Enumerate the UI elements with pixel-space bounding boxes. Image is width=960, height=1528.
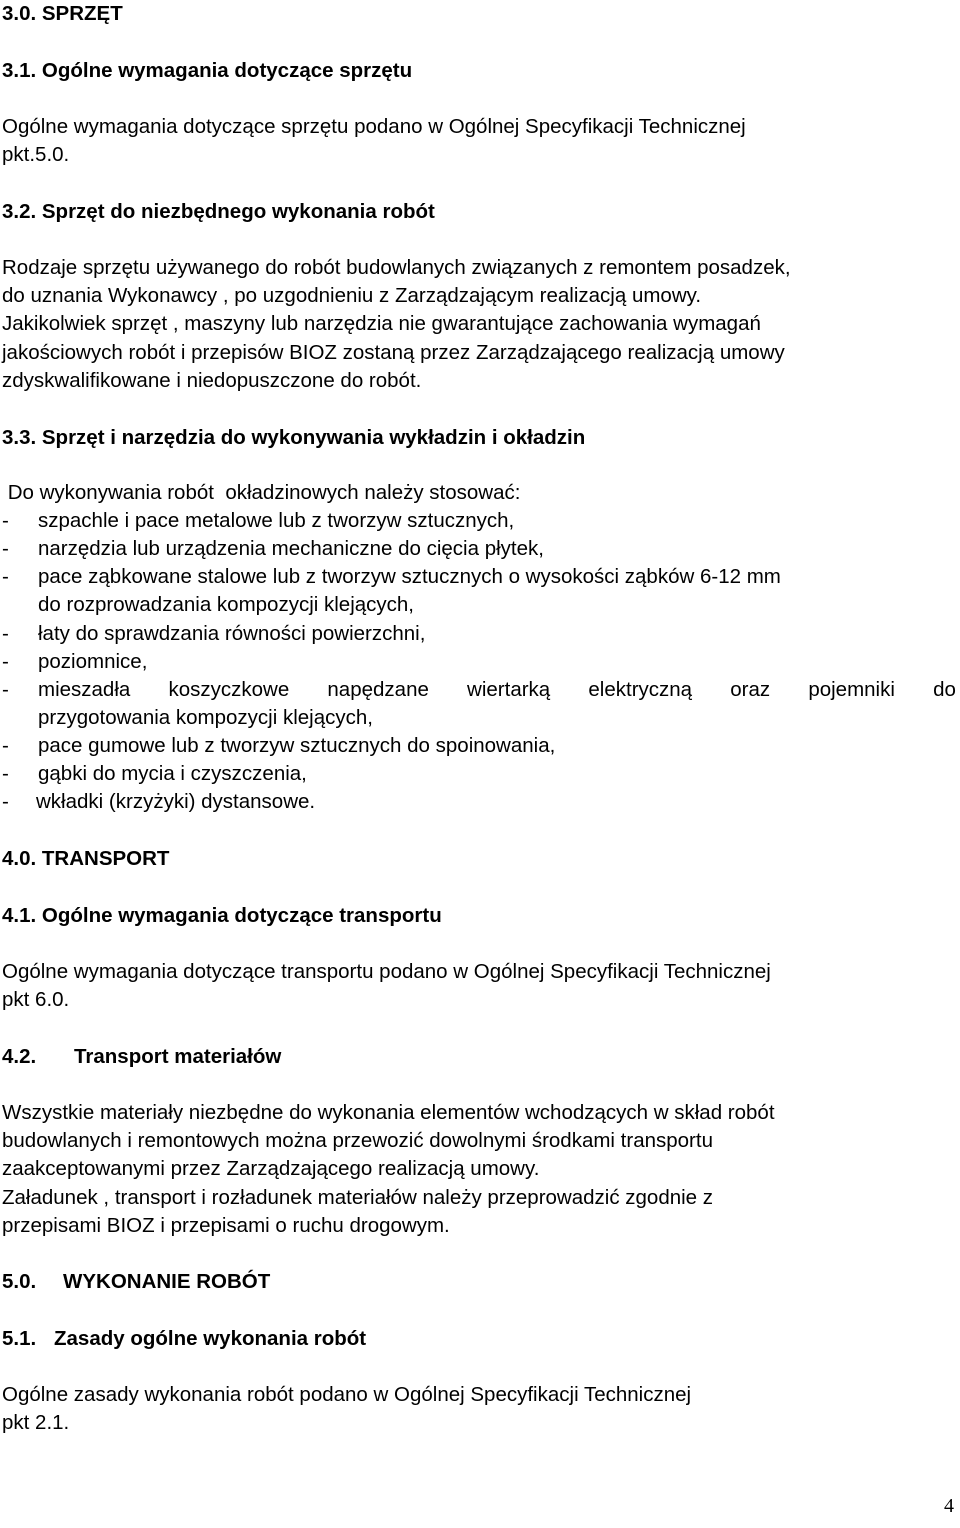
list-dash: - bbox=[2, 622, 9, 645]
text-line: pkt 2.1. bbox=[2, 1411, 70, 1435]
text-line: zaakceptowanymi przez Zarządzającego realizacją umowy. bbox=[2, 1157, 540, 1181]
paragraph-3-1 bbox=[2, 113, 746, 169]
list-dash: - bbox=[2, 650, 9, 673]
heading-5-1 bbox=[2, 1325, 366, 1353]
text-line: przepisami BIOZ i przepisami o ruchu drogowym. bbox=[2, 1213, 450, 1237]
heading-title: WYKONANIE ROBÓT bbox=[63, 1270, 271, 1293]
text-line: Wszystkie materiały niezbędne do wykonania elementów wchodzących w skład robót bbox=[2, 1101, 775, 1124]
text-line: pkt.5.0. bbox=[2, 143, 70, 167]
list-item-text: narzędzia lub urządzenia mechaniczne do cięcia płytek, bbox=[38, 537, 544, 560]
heading-4-2 bbox=[2, 1043, 281, 1071]
word: wiertarką bbox=[467, 678, 551, 701]
word: elektryczną bbox=[588, 678, 693, 701]
word: mieszadła bbox=[38, 678, 131, 701]
list-item-continuation: przygotowania kompozycji klejących, bbox=[38, 706, 373, 729]
list-item bbox=[2, 563, 781, 591]
list-item-text-justified bbox=[38, 676, 956, 704]
heading-number: 5.1. bbox=[2, 1327, 37, 1350]
list-item bbox=[2, 535, 544, 563]
list-dash: - bbox=[2, 678, 9, 701]
list-item bbox=[2, 620, 425, 648]
text-line: Ogólne zasady wykonania robót podano w Ogólnej Specyfikacji Technicznej bbox=[2, 1383, 692, 1406]
list-dash: - bbox=[2, 509, 9, 532]
text-line: Ogólne wymagania dotyczące transportu podano w Ogólnej Specyfikacji Technicznej bbox=[2, 960, 771, 983]
paragraph-5-1 bbox=[2, 1381, 691, 1437]
page-number: 4 bbox=[944, 1495, 954, 1517]
list-item-text: pace ząbkowane stalowe lub z tworzyw sztucznych o wysokości ząbków 6-12 mm bbox=[38, 565, 781, 588]
text-line: budowlanych i remontowych można przewozić dowolnymi środkami transportu bbox=[2, 1129, 713, 1153]
list-item bbox=[2, 648, 147, 676]
text-line: pkt 6.0. bbox=[2, 988, 70, 1012]
list-item bbox=[2, 507, 514, 535]
text-line: zdyskwalifikowane i niedopuszczone do robót. bbox=[2, 368, 422, 392]
heading-title: Zasady ogólne wykonania robót bbox=[54, 1327, 367, 1350]
text-line: jakościowych robót i przepisów BIOZ zostaną przez Zarządzającego realizacją umowy bbox=[2, 340, 785, 364]
word: koszyczkowe bbox=[168, 678, 290, 701]
paragraph-4-2 bbox=[2, 1099, 775, 1240]
list-item bbox=[2, 676, 38, 704]
list-item-text: poziomnice, bbox=[38, 650, 148, 673]
heading-4-0: 4.0. TRANSPORT bbox=[2, 847, 170, 870]
list-item-text: szpachle i pace metalowe lub z tworzyw sztucznych, bbox=[38, 509, 515, 532]
text-line: Ogólne wymagania dotyczące sprzętu podano w Ogólnej Specyfikacji Technicznej bbox=[2, 115, 746, 138]
list-item bbox=[2, 760, 307, 788]
heading-3-1: 3.1. Ogólne wymagania dotyczące sprzętu bbox=[2, 59, 413, 82]
list-intro: Do wykonywania robót okładzinowych należy stosować: bbox=[2, 481, 521, 504]
list-item-continuation: do rozprowadzania kompozycji klejących, bbox=[38, 593, 415, 616]
list-dash: - bbox=[2, 537, 9, 560]
text-line: do uznania Wykonawcy , po uzgodnieniu z Zarządzającym realizacją umowy. bbox=[2, 284, 702, 308]
heading-3-0: 3.0. SPRZĘT bbox=[2, 2, 123, 25]
heading-3-2: 3.2. Sprzęt do niezbędnego wykonania robót bbox=[2, 200, 435, 223]
list-item-text: pace gumowe lub z tworzyw sztucznych do spoinowania, bbox=[38, 734, 556, 757]
list-item-text: łaty do sprawdzania równości powierzchni, bbox=[38, 622, 426, 645]
list-item-text: wkładki (krzyżyki) dystansowe. bbox=[36, 790, 316, 813]
list-item bbox=[2, 732, 555, 760]
word: oraz bbox=[730, 678, 771, 701]
word: pojemniki bbox=[808, 678, 895, 701]
heading-title: Transport materiałów bbox=[74, 1045, 282, 1068]
list-dash: - bbox=[2, 734, 9, 757]
text-line: Załadunek , transport i rozładunek materiałów należy przeprowadzić zgodnie z bbox=[2, 1185, 714, 1209]
heading-number: 4.2. bbox=[2, 1045, 37, 1068]
word: do bbox=[933, 678, 956, 701]
list-item-text: gąbki do mycia i czyszczenia, bbox=[38, 762, 307, 785]
heading-3-3: 3.3. Sprzęt i narzędzia do wykonywania wykładzin i okładzin bbox=[2, 426, 586, 449]
list-dash: - bbox=[2, 790, 9, 813]
paragraph-3-2 bbox=[2, 254, 791, 395]
list-item bbox=[2, 788, 315, 816]
paragraph-4-1 bbox=[2, 958, 771, 1014]
text-line: Jakikolwiek sprzęt , maszyny lub narzędzia nie gwarantujące zachowania wymagań bbox=[2, 312, 761, 336]
heading-5-0 bbox=[2, 1268, 270, 1296]
word: napędzane bbox=[327, 678, 429, 701]
heading-4-1: 4.1. Ogólne wymagania dotyczące transportu bbox=[2, 904, 442, 927]
list-dash: - bbox=[2, 565, 9, 588]
heading-number: 5.0. bbox=[2, 1270, 37, 1293]
text-line: Rodzaje sprzętu używanego do robót budowlanych związanych z remontem posadzek, bbox=[2, 256, 791, 279]
list-dash: - bbox=[2, 762, 9, 785]
